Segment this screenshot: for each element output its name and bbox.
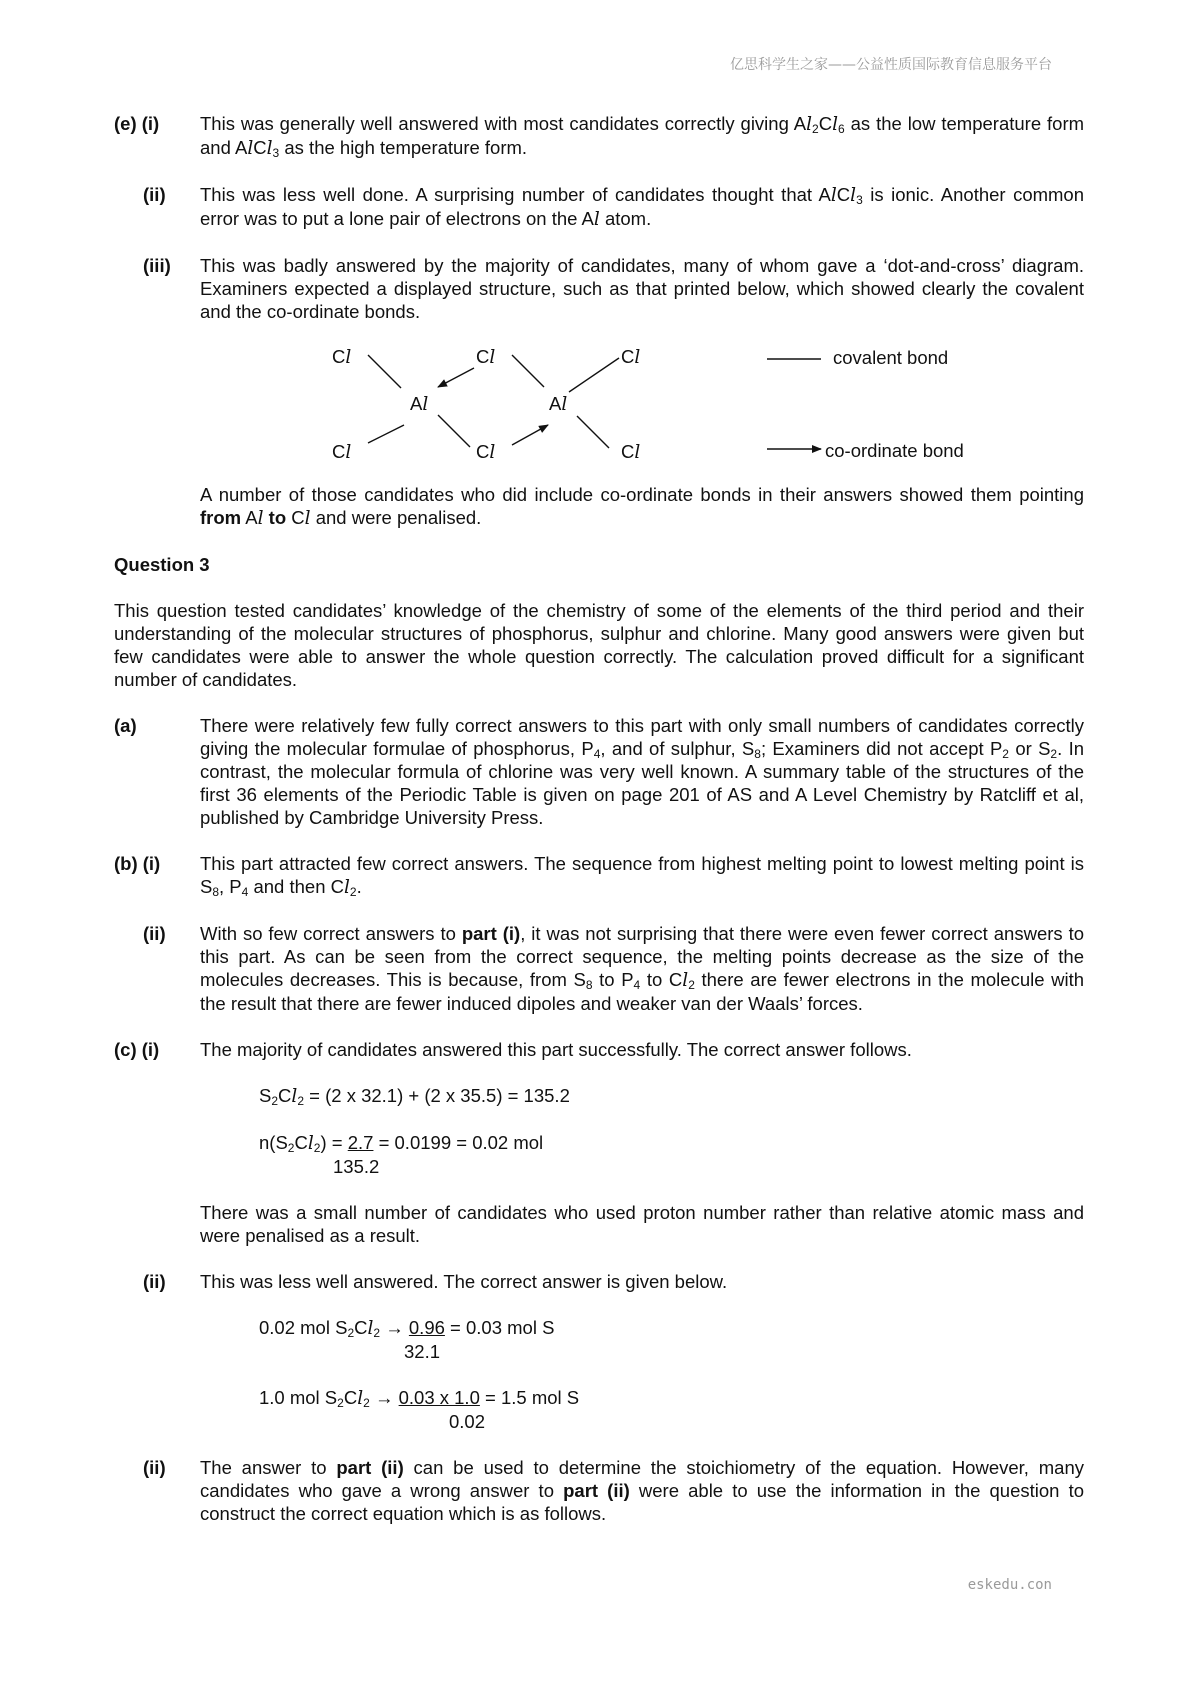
subscript: 4 [241, 885, 249, 899]
part-c-iii [114, 1456, 1084, 1525]
calculation-moles [114, 1131, 1084, 1178]
subscript: 2 [373, 1326, 381, 1340]
part-c-ii [114, 1270, 1084, 1293]
part-label: (a) [114, 715, 137, 736]
numerator: 2.7 [347, 1132, 374, 1153]
text: n(S [259, 1132, 288, 1153]
text: 0.02 mol S [259, 1317, 348, 1338]
text: and were penalised. [315, 507, 482, 528]
text: can be used to determine the stoichiometry of the equation. However, many candidates who gave a wrong answer to [200, 1457, 1084, 1501]
subscript: 2 [1002, 747, 1009, 761]
text: there are fewer electrons in the molecule with the result that there are fewer induced dipoles and weaker van der Waals’ forces. [200, 969, 1085, 1014]
italic-l: l [304, 508, 311, 529]
part-label: (ii) [143, 1457, 166, 1478]
text: S [259, 1085, 272, 1106]
text: and then C [253, 876, 344, 897]
bond-covalent [368, 355, 401, 388]
question-heading: Question 3 [114, 554, 210, 575]
italic-l: l [307, 1133, 314, 1154]
part-text: This was badly answered by the majority of candidates, many of whom gave a ‘dot-and-cross’ diagram. Examiners expected a displayed structure, such as that printed below, which showed clearly the covalent and the co-ordinate bonds. [200, 255, 1084, 322]
denominator: 0.02 [449, 1411, 486, 1432]
part-label: (ii) [143, 923, 166, 944]
part-text [200, 112, 1084, 160]
document-body [114, 112, 1084, 1548]
text: With so few correct answers to [200, 923, 456, 944]
text: . [356, 876, 362, 897]
part-text [200, 1456, 1084, 1525]
subscript: 2 [812, 122, 819, 136]
text: The answer to [200, 1457, 327, 1478]
subscript: 3 [856, 193, 863, 207]
text: C [278, 1085, 292, 1106]
bond-covalent [512, 355, 544, 387]
subscript: 2 [688, 978, 695, 992]
subscript: 8 [212, 885, 220, 899]
italic-l: l [247, 138, 254, 159]
text: 1.0 mol S [259, 1387, 338, 1408]
text: to C [646, 969, 683, 990]
bond-covalent [368, 425, 404, 443]
italic-l: l [266, 138, 273, 159]
denominator: 32.1 [404, 1341, 441, 1362]
text: as the low temperature form and A [200, 113, 1085, 158]
atom-cl-4: Cl [332, 441, 352, 463]
part-e-ii [114, 183, 1084, 231]
calc-line [259, 1386, 1084, 1410]
text: C [294, 1132, 308, 1153]
atom-cl-1: Cl [332, 346, 352, 368]
part-text [200, 852, 1084, 899]
subscript: 2 [349, 885, 357, 899]
text: or S [1015, 738, 1051, 759]
text: C [291, 507, 305, 528]
italic-l: l [593, 209, 600, 230]
bold-text: part (ii) [336, 1457, 404, 1478]
part-b-ii [114, 922, 1084, 1015]
bold-text: part (ii) [563, 1480, 630, 1501]
legend-covalent-label: covalent bond [833, 347, 949, 368]
text: This was less well done. A surprising number of candidates thought that A [200, 184, 831, 205]
part-text [200, 183, 1084, 231]
subscript: 2 [313, 1141, 321, 1155]
subscript: 2 [287, 1141, 295, 1155]
text: This was generally well answered with most candidates correctly giving A [200, 113, 807, 134]
subscript: 8 [585, 978, 593, 992]
subscript: 2 [363, 1396, 370, 1410]
italic-l: l [291, 1086, 298, 1107]
calc-line [259, 1131, 1084, 1155]
subscript: 2 [1050, 747, 1058, 761]
italic-l: l [806, 114, 813, 135]
bold-text: from [200, 507, 242, 528]
italic-l: l [682, 970, 689, 991]
part-label: (e) (i) [114, 113, 160, 134]
text: . In contrast, the molecular formula of chlorine was very well known. A summary table of the structures of the first 36 elements of the Periodic Table is given on page 201 of AS and A Level Chemistry by Ratcliff et al, published by Cambridge University Press. [200, 738, 1084, 828]
part-text: This was less well answered. The correct answer is given below. [200, 1271, 728, 1292]
numerator: 0.96 [408, 1317, 445, 1338]
subscript: 4 [633, 978, 641, 992]
bond-coordinate [512, 425, 548, 445]
calc-line [259, 1084, 1084, 1108]
c-i-note: There was a small number of candidates who used proton number rather than relative atomic mass and were penalised as a result. [200, 1202, 1084, 1246]
italic-l: l [257, 508, 264, 529]
part-c-i [114, 1038, 1084, 1061]
text: This part attracted few correct answers. The sequence from highest melting point to lowest melting point is S [200, 853, 1084, 897]
text: = 0.03 mol S [444, 1317, 555, 1338]
text: is ionic. Another common error was to put a lone pair of electrons on the A [200, 184, 1085, 229]
text: to P [599, 969, 634, 990]
text: = 0.0199 = 0.02 mol [373, 1132, 544, 1153]
part-b-i [114, 852, 1084, 899]
bold-text: to [268, 507, 287, 528]
atom-cl-2: Cl [476, 346, 496, 368]
calculation-sulphur-1 [114, 1316, 1084, 1363]
subscript: 3 [272, 146, 280, 160]
text: C [836, 184, 851, 205]
structure-svg [114, 331, 1084, 471]
atom-cl-3: Cl [621, 346, 641, 368]
text: A number of those candidates who did include co-ordinate bonds in their answers showed them pointing [200, 484, 1084, 505]
text: were able to use the information in the question to construct the correct equation which is as follows. [200, 1480, 1085, 1524]
part-label: (c) (i) [114, 1039, 160, 1060]
text: C [818, 113, 833, 134]
part-label: (ii) [143, 184, 166, 205]
part-label: (iii) [143, 255, 171, 276]
bond-coordinate [438, 368, 474, 387]
arrow: → [380, 1317, 409, 1338]
subscript: 4 [593, 747, 601, 761]
bond-covalent [569, 358, 619, 392]
coordinate-bond-note [114, 483, 1084, 530]
italic-l: l [344, 877, 350, 898]
subscript: 2 [337, 1396, 344, 1410]
question-intro: This question tested candidates’ knowledge of the chemistry of some of the elements of the third period and their understanding of the molecular structures of phosphorus, sulphur and chlorine. Many good answers were given but few candidates were able to answer the whole question correctly. The calculation proved difficult for a significant number of candidates. [114, 600, 1084, 690]
calculation-sulphur-2 [114, 1386, 1084, 1433]
part-a [114, 714, 1084, 829]
text: C [343, 1387, 358, 1408]
legend-coordinate-label: co-ordinate bond [825, 440, 964, 461]
calc-line [259, 1316, 1084, 1340]
atom-al-1: Al [410, 393, 429, 415]
text: A [245, 507, 258, 528]
atom-cl-6: Cl [621, 441, 641, 463]
bond-covalent [438, 415, 470, 447]
footer-text: eskedu.con [967, 1577, 1052, 1593]
text: ; Examiners did not accept P [760, 738, 1003, 759]
text: , it was not surprising that there were even fewer correct answers to this part. As can be seen from the correct sequence, the melting points decrease as the size of the molecules decreases. This is because, from S [200, 923, 1085, 990]
subscript: 2 [271, 1094, 279, 1108]
numerator: 0.03 x 1.0 [398, 1387, 480, 1408]
italic-l: l [850, 185, 857, 206]
atom-cl-5: Cl [476, 441, 496, 463]
subscript: 8 [754, 747, 761, 761]
part-text [200, 714, 1084, 829]
denominator: 135.2 [333, 1156, 380, 1177]
atom-al-2: Al [549, 393, 568, 415]
subscript: 6 [838, 122, 845, 136]
italic-l: l [367, 1318, 374, 1339]
italic-l: l [832, 114, 839, 135]
text: as the high temperature form. [284, 137, 528, 158]
part-text: The majority of candidates answered this part successfully. The correct answer follows. [200, 1039, 912, 1060]
calculation-molar-mass [114, 1084, 1084, 1108]
part-e-i [114, 112, 1084, 160]
text: There were relatively few fully correct answers to this part with only small numbers of candidates correctly giving the molecular formulae of phosphorus, P [200, 715, 1084, 759]
part-e-iii [114, 254, 1084, 323]
al2cl6-structure-diagram [114, 331, 1084, 471]
watermark: 亿思科学生之家——公益性质国际教育信息服务平台 [730, 57, 1052, 73]
arrow: → [369, 1387, 399, 1408]
subscript: 2 [347, 1326, 355, 1340]
italic-l: l [357, 1388, 364, 1409]
text: = 1.5 mol S [479, 1387, 580, 1408]
text: C [354, 1317, 368, 1338]
part-label: (ii) [143, 1271, 166, 1292]
bold-text: part (i) [461, 923, 521, 944]
italic-l: l [830, 185, 837, 206]
text: atom. [604, 208, 652, 229]
bond-covalent [577, 416, 609, 448]
subscript: 2 [297, 1094, 305, 1108]
part-label: (b) (i) [114, 853, 161, 874]
text: C [253, 137, 267, 158]
text: , and of sulphur, S [600, 738, 755, 759]
text: = (2 x 32.1) + (2 x 35.5) = 135.2 [304, 1085, 570, 1106]
text: , P [219, 876, 242, 897]
text: ) = [320, 1132, 348, 1153]
part-text [200, 922, 1084, 1015]
